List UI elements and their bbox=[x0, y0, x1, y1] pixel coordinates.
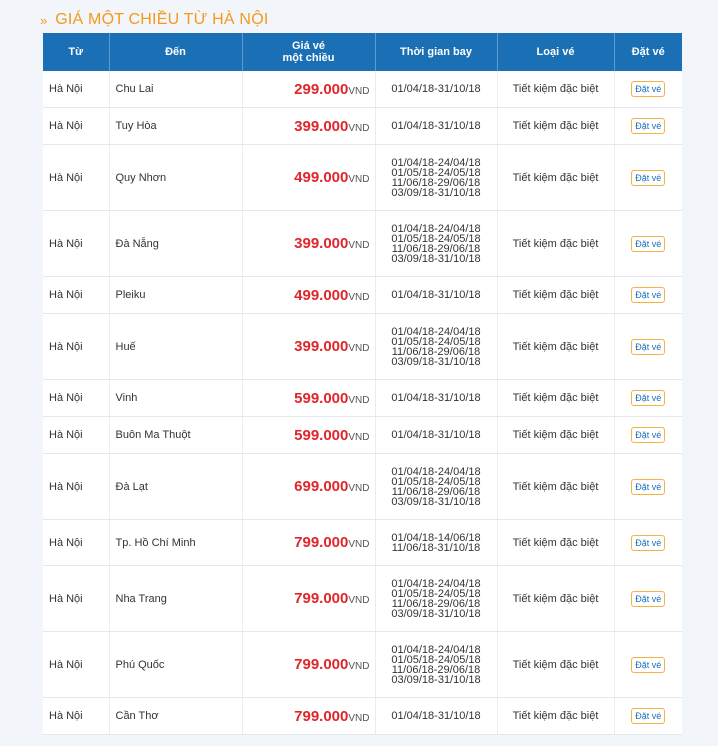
cell-ticket-type: Tiết kiệm đặc biệt bbox=[497, 417, 614, 454]
cell-ticket-type: Tiết kiệm đặc biệt bbox=[497, 211, 614, 277]
cell-to: Cần Thơ bbox=[109, 698, 242, 735]
cell-period bbox=[375, 108, 497, 145]
cell-period bbox=[375, 566, 497, 632]
fare-table-header bbox=[43, 33, 682, 71]
cell-ticket-type: Tiết kiệm đặc biệt bbox=[497, 71, 614, 108]
period-line: 03/09/18-31/10/18 bbox=[391, 355, 481, 368]
header-price-line1: Giá vé bbox=[291, 40, 326, 52]
cell-from: Hà Nội bbox=[43, 108, 109, 145]
cell-to: Buôn Ma Thuột bbox=[109, 417, 242, 454]
header-ticket-type: Loại vé bbox=[497, 33, 614, 71]
period-line: 11/06/18-31/10/18 bbox=[391, 541, 481, 554]
fare-table-body bbox=[43, 71, 682, 735]
price-amount: 599.000 bbox=[294, 426, 349, 444]
period-line: 01/04/18-24/04/18 bbox=[391, 643, 481, 656]
price-currency: VND bbox=[348, 394, 370, 406]
cell-to: Quy Nhơn bbox=[109, 145, 242, 211]
period-line: 01/04/18-14/06/18 bbox=[391, 531, 481, 544]
table-row bbox=[43, 380, 682, 417]
table-row bbox=[43, 71, 682, 108]
cell-from: Hà Nội bbox=[43, 314, 109, 380]
table-row bbox=[43, 454, 682, 520]
period-line: 11/06/18-29/06/18 bbox=[391, 663, 481, 676]
cell-price bbox=[242, 632, 375, 698]
cell-from: Hà Nội bbox=[43, 211, 109, 277]
cell-to: Tuy Hòa bbox=[109, 108, 242, 145]
price-currency: VND bbox=[348, 431, 370, 443]
price-currency: VND bbox=[348, 174, 370, 185]
book-button[interactable]: Đặt vé bbox=[631, 236, 665, 252]
cell-from: Hà Nội bbox=[43, 566, 109, 632]
price-amount: 299.000 bbox=[294, 80, 349, 98]
double-chevron-down-icon: » bbox=[40, 12, 48, 28]
cell-ticket-type: Tiết kiệm đặc biệt bbox=[497, 698, 614, 735]
table-row bbox=[43, 566, 682, 632]
cell-to: Đà Lạt bbox=[109, 454, 242, 520]
cell-from: Hà Nội bbox=[43, 632, 109, 698]
price-currency: VND bbox=[348, 291, 370, 303]
cell-period bbox=[375, 380, 497, 417]
cell-price bbox=[242, 380, 375, 417]
cell-to: Đà Nẵng bbox=[109, 211, 242, 277]
table-row bbox=[43, 632, 682, 698]
cell-period bbox=[375, 71, 497, 108]
cell-book bbox=[614, 277, 682, 314]
book-button[interactable]: Đặt vé bbox=[631, 427, 665, 443]
cell-period bbox=[375, 211, 497, 277]
period-line: 01/05/18-24/05/18 bbox=[391, 587, 481, 600]
cell-price bbox=[242, 417, 375, 454]
price-currency: VND bbox=[348, 483, 370, 494]
cell-period bbox=[375, 698, 497, 735]
period-line: 01/04/18-31/10/18 bbox=[391, 429, 481, 441]
period-line: 01/04/18-24/04/18 bbox=[391, 325, 481, 338]
price-amount: 699.000 bbox=[294, 478, 349, 495]
fare-table bbox=[43, 33, 682, 735]
price-currency: VND bbox=[348, 343, 370, 354]
price-currency: VND bbox=[348, 595, 370, 606]
period-line: 01/05/18-24/05/18 bbox=[391, 653, 481, 666]
price-amount: 799.000 bbox=[294, 590, 349, 607]
cell-from: Hà Nội bbox=[43, 520, 109, 566]
price-amount: 499.000 bbox=[294, 286, 349, 304]
period-line: 11/06/18-29/06/18 bbox=[391, 176, 481, 189]
book-button[interactable]: Đặt vé bbox=[631, 535, 665, 551]
cell-book bbox=[614, 454, 682, 520]
period-line: 01/04/18-24/04/18 bbox=[391, 156, 481, 169]
cell-ticket-type: Tiết kiệm đặc biệt bbox=[497, 380, 614, 417]
cell-book bbox=[614, 520, 682, 566]
price-currency: VND bbox=[348, 85, 370, 97]
period-line: 01/05/18-24/05/18 bbox=[391, 475, 481, 488]
cell-book bbox=[614, 698, 682, 735]
cell-price bbox=[242, 145, 375, 211]
table-row bbox=[43, 698, 682, 735]
price-amount: 799.000 bbox=[294, 656, 349, 673]
book-button[interactable]: Đặt vé bbox=[631, 657, 665, 673]
cell-from: Hà Nội bbox=[43, 380, 109, 417]
cell-book bbox=[614, 71, 682, 108]
cell-from: Hà Nội bbox=[43, 145, 109, 211]
price-amount: 499.000 bbox=[294, 169, 349, 186]
book-button[interactable]: Đặt vé bbox=[631, 287, 665, 303]
cell-ticket-type: Tiết kiệm đặc biệt bbox=[497, 632, 614, 698]
period-line: 01/05/18-24/05/18 bbox=[391, 166, 481, 179]
period-line: 11/06/18-29/06/18 bbox=[391, 485, 481, 498]
cell-price bbox=[242, 520, 375, 566]
cell-ticket-type: Tiết kiệm đặc biệt bbox=[497, 277, 614, 314]
cell-from: Hà Nội bbox=[43, 698, 109, 735]
book-button[interactable]: Đặt vé bbox=[631, 390, 665, 406]
price-currency: VND bbox=[348, 712, 370, 724]
price-amount: 399.000 bbox=[294, 117, 349, 135]
period-line: 01/04/18-31/10/18 bbox=[391, 392, 481, 404]
cell-price bbox=[242, 71, 375, 108]
table-row bbox=[43, 145, 682, 211]
cell-period bbox=[375, 145, 497, 211]
cell-to: Huế bbox=[109, 314, 242, 380]
book-button[interactable]: Đặt vé bbox=[631, 708, 665, 724]
cell-period bbox=[375, 454, 497, 520]
cell-period bbox=[375, 632, 497, 698]
price-currency: VND bbox=[348, 539, 370, 550]
cell-period bbox=[375, 314, 497, 380]
period-line: 01/05/18-24/05/18 bbox=[391, 335, 481, 348]
section-header bbox=[40, 8, 268, 32]
cell-price bbox=[242, 314, 375, 380]
cell-from: Hà Nội bbox=[43, 277, 109, 314]
table-row bbox=[43, 417, 682, 454]
period-line: 01/05/18-24/05/18 bbox=[391, 232, 481, 245]
price-currency: VND bbox=[348, 240, 370, 251]
cell-book bbox=[614, 145, 682, 211]
book-button[interactable]: Đặt vé bbox=[631, 170, 665, 186]
period-line: 11/06/18-29/06/18 bbox=[391, 242, 481, 255]
cell-book bbox=[614, 417, 682, 454]
cell-period bbox=[375, 277, 497, 314]
cell-to: Phú Quốc bbox=[109, 632, 242, 698]
table-row bbox=[43, 314, 682, 380]
cell-price bbox=[242, 698, 375, 735]
cell-ticket-type: Tiết kiệm đặc biệt bbox=[497, 314, 614, 380]
cell-to: Vinh bbox=[109, 380, 242, 417]
header-period: Thời gian bay bbox=[375, 33, 497, 71]
cell-price bbox=[242, 108, 375, 145]
table-row bbox=[43, 520, 682, 566]
section-title: GIÁ MỘT CHIỀU TỪ HÀ NỘI bbox=[55, 11, 269, 28]
cell-from: Hà Nội bbox=[43, 454, 109, 520]
price-amount: 799.000 bbox=[294, 534, 349, 551]
book-button[interactable]: Đặt vé bbox=[631, 479, 665, 495]
period-line: 03/09/18-31/10/18 bbox=[391, 495, 481, 508]
period-line: 01/04/18-31/10/18 bbox=[391, 83, 481, 95]
cell-book bbox=[614, 108, 682, 145]
period-line: 01/04/18-24/04/18 bbox=[391, 465, 481, 478]
price-amount: 599.000 bbox=[294, 389, 349, 407]
price-amount: 399.000 bbox=[294, 235, 349, 252]
header-from: Từ bbox=[43, 33, 109, 71]
price-currency: VND bbox=[348, 661, 370, 672]
book-button[interactable]: Đặt vé bbox=[631, 118, 665, 134]
cell-ticket-type: Tiết kiệm đặc biệt bbox=[497, 108, 614, 145]
cell-book bbox=[614, 566, 682, 632]
cell-from: Hà Nội bbox=[43, 417, 109, 454]
cell-ticket-type: Tiết kiệm đặc biệt bbox=[497, 520, 614, 566]
cell-book bbox=[614, 380, 682, 417]
header-price-line2: một chiều bbox=[282, 52, 335, 64]
cell-price bbox=[242, 211, 375, 277]
book-button[interactable]: Đặt vé bbox=[631, 81, 665, 97]
book-button[interactable]: Đặt vé bbox=[631, 591, 665, 607]
period-line: 11/06/18-29/06/18 bbox=[391, 345, 481, 358]
table-row bbox=[43, 108, 682, 145]
header-to: Đến bbox=[109, 33, 242, 71]
header-book: Đặt vé bbox=[614, 33, 682, 71]
cell-book bbox=[614, 314, 682, 380]
cell-book bbox=[614, 632, 682, 698]
period-line: 03/09/18-31/10/18 bbox=[391, 673, 481, 686]
table-row bbox=[43, 211, 682, 277]
cell-price bbox=[242, 277, 375, 314]
period-line: 11/06/18-29/06/18 bbox=[391, 597, 481, 610]
price-amount: 799.000 bbox=[294, 707, 349, 725]
period-line: 03/09/18-31/10/18 bbox=[391, 186, 481, 199]
table-row bbox=[43, 277, 682, 314]
cell-period bbox=[375, 520, 497, 566]
cell-from: Hà Nội bbox=[43, 71, 109, 108]
period-line: 01/04/18-24/04/18 bbox=[391, 222, 481, 235]
cell-ticket-type: Tiết kiệm đặc biệt bbox=[497, 454, 614, 520]
price-amount: 399.000 bbox=[294, 338, 349, 355]
period-line: 01/04/18-31/10/18 bbox=[391, 289, 481, 301]
cell-to: Tp. Hồ Chí Minh bbox=[109, 520, 242, 566]
period-line: 01/04/18-31/10/18 bbox=[391, 710, 481, 722]
cell-price bbox=[242, 454, 375, 520]
period-line: 03/09/18-31/10/18 bbox=[391, 607, 481, 620]
cell-price bbox=[242, 566, 375, 632]
period-line: 03/09/18-31/10/18 bbox=[391, 252, 481, 265]
period-line: 01/04/18-24/04/18 bbox=[391, 577, 481, 590]
cell-book bbox=[614, 211, 682, 277]
book-button[interactable]: Đặt vé bbox=[631, 339, 665, 355]
cell-ticket-type: Tiết kiệm đặc biệt bbox=[497, 145, 614, 211]
cell-to: Chu Lai bbox=[109, 71, 242, 108]
price-currency: VND bbox=[348, 122, 370, 134]
cell-period bbox=[375, 417, 497, 454]
cell-to: Nha Trang bbox=[109, 566, 242, 632]
cell-to: Pleiku bbox=[109, 277, 242, 314]
cell-ticket-type: Tiết kiệm đặc biệt bbox=[497, 566, 614, 632]
header-price bbox=[242, 33, 375, 71]
period-line: 01/04/18-31/10/18 bbox=[391, 120, 481, 132]
